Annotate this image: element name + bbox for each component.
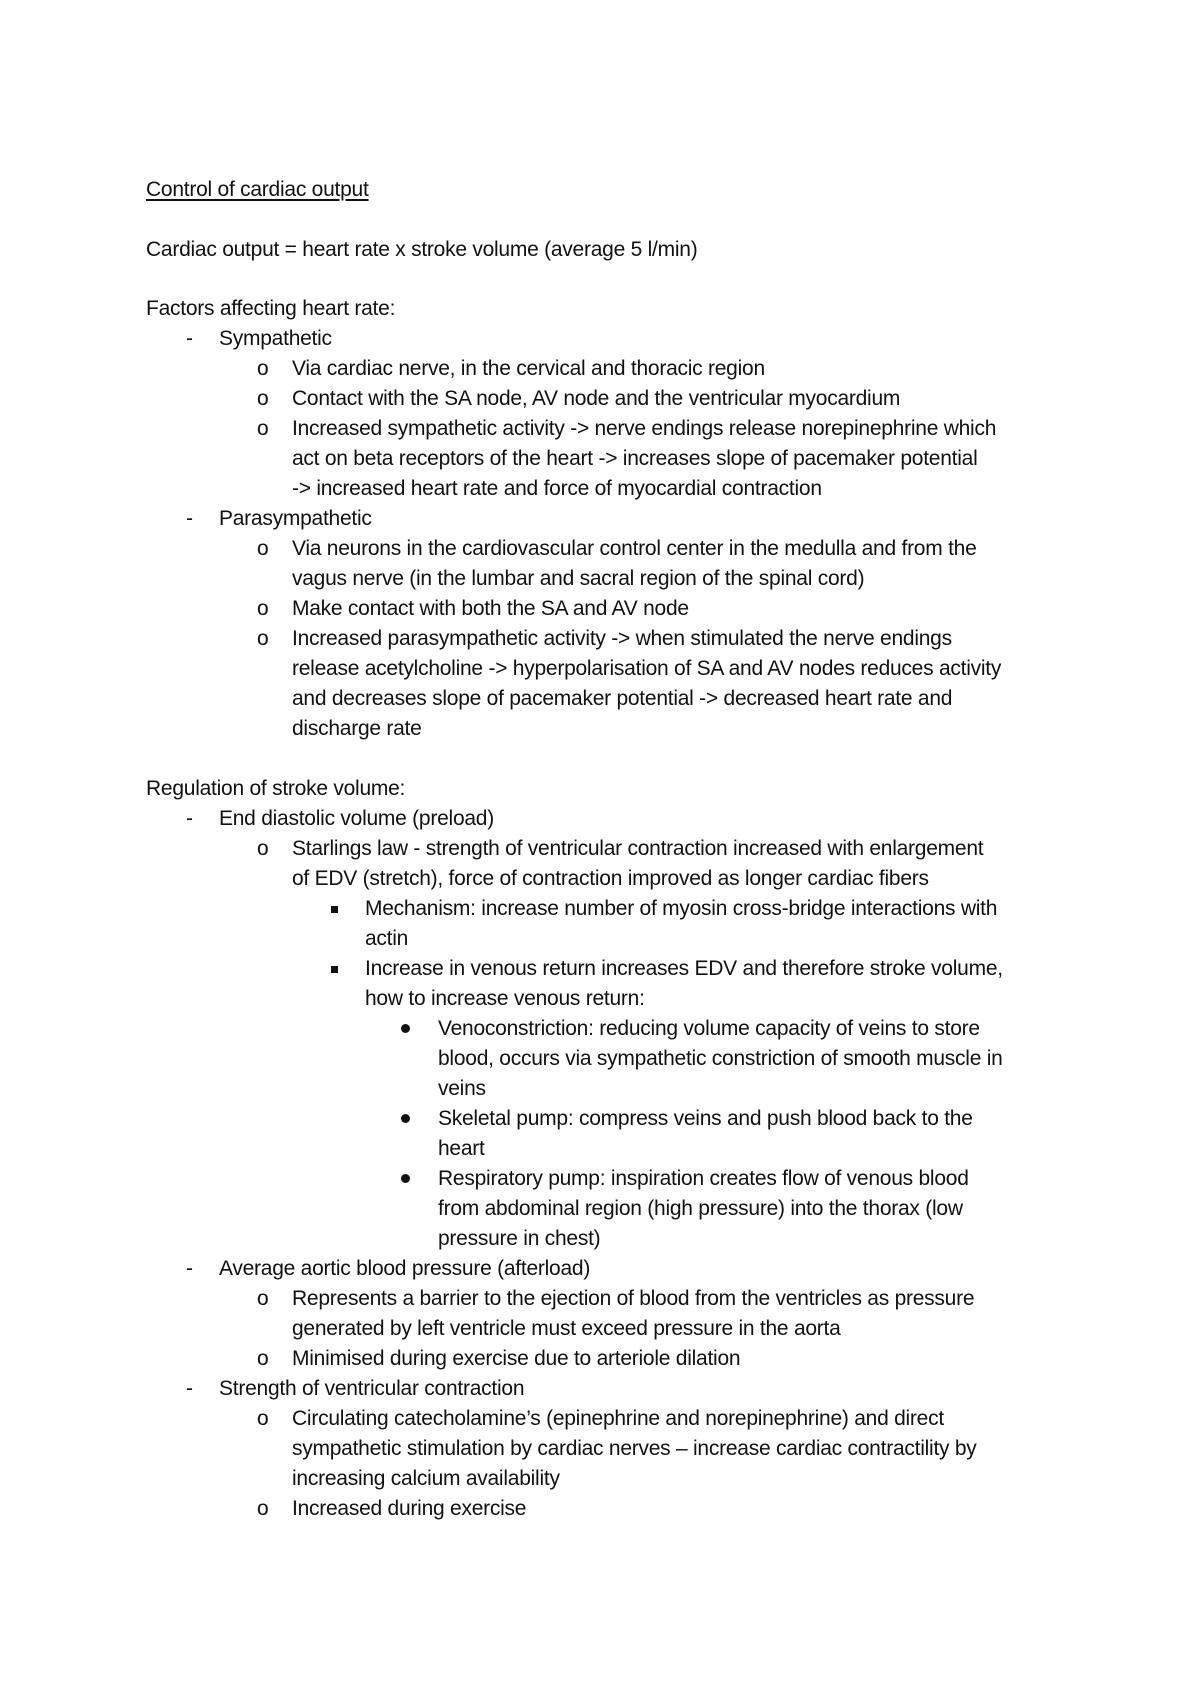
- venoconstriction-line-2: blood, occurs via sympathetic constriction of smooth muscle in: [438, 1047, 1003, 1070]
- parasympathetic-item-3-line-3: and decreases slope of pacemaker potential -> decreased heart rate and: [292, 687, 953, 710]
- circle-bullet: o: [257, 1347, 269, 1370]
- circle-bullet: o: [257, 1287, 269, 1310]
- circle-bullet: o: [257, 387, 269, 410]
- dash-bullet: -: [186, 807, 193, 830]
- parasympathetic-item-1-line-2: vagus nerve (in the lumbar and sacral region of the spinal cord): [292, 567, 865, 590]
- circle-bullet: o: [257, 627, 269, 650]
- dash-bullet: -: [186, 1257, 193, 1280]
- venoconstriction-line-1: Venoconstriction: reducing volume capacity of veins to store: [438, 1017, 980, 1040]
- mechanism-line-1: Mechanism: increase number of myosin cross-bridge interactions with: [365, 897, 998, 920]
- circle-bullet: o: [257, 1497, 269, 1520]
- parasympathetic-item-3-line-1: Increased parasympathetic activity -> when stimulated the nerve endings: [292, 627, 952, 650]
- mechanism-line-2: actin: [365, 927, 409, 950]
- contraction-item-1-line-1: Circulating catecholamine’s (epinephrine and norepinephrine) and direct: [292, 1407, 944, 1430]
- skeletal-pump-line-2: heart: [438, 1137, 485, 1160]
- parasympathetic-label: Parasympathetic: [219, 507, 372, 530]
- starling-line-2: of EDV (stretch), force of contraction improved as longer cardiac fibers: [292, 867, 929, 890]
- afterload-item-2: Minimised during exercise due to arteriole dilation: [292, 1347, 741, 1370]
- circle-bullet: o: [257, 837, 269, 860]
- round-bullet-icon: [401, 1114, 410, 1123]
- contraction-label: Strength of ventricular contraction: [219, 1377, 525, 1400]
- respiratory-pump-line-2: from abdominal region (high pressure) into the thorax (low: [438, 1197, 963, 1220]
- skeletal-pump-line-1: Skeletal pump: compress veins and push blood back to the: [438, 1107, 973, 1130]
- parasympathetic-item-3-line-2: release acetylcholine -> hyperpolarisation of SA and AV nodes reduces activity: [292, 657, 1002, 680]
- respiratory-pump-line-1: Respiratory pump: inspiration creates flow of venous blood: [438, 1167, 969, 1190]
- respiratory-pump-line-3: pressure in chest): [438, 1227, 601, 1250]
- cardiac-output-formula: Cardiac output = heart rate x stroke volume (average 5 l/min): [146, 238, 698, 261]
- circle-bullet: o: [257, 537, 269, 560]
- venous-return-line-2: how to increase venous return:: [365, 987, 645, 1010]
- starling-line-1: Starlings law - strength of ventricular contraction increased with enlargement: [292, 837, 984, 860]
- circle-bullet: o: [257, 417, 269, 440]
- stroke-volume-heading: Regulation of stroke volume:: [146, 777, 406, 800]
- parasympathetic-item-3-line-4: discharge rate: [292, 717, 422, 740]
- sympathetic-item-3-line-1: Increased sympathetic activity -> nerve endings release norepinephrine which: [292, 417, 997, 440]
- sympathetic-label: Sympathetic: [219, 327, 332, 350]
- sympathetic-item-2: Contact with the SA node, AV node and the ventricular myocardium: [292, 387, 901, 410]
- sympathetic-item-3-line-3: -> increased heart rate and force of myocardial contraction: [292, 477, 822, 500]
- edv-label: End diastolic volume (preload): [219, 807, 494, 830]
- afterload-label: Average aortic blood pressure (afterload): [219, 1257, 591, 1280]
- contraction-item-1-line-3: increasing calcium availability: [292, 1467, 560, 1490]
- venous-return-line-1: Increase in venous return increases EDV and therefore stroke volume,: [365, 957, 1003, 980]
- sympathetic-item-3-line-2: act on beta receptors of the heart -> increases slope of pacemaker potential: [292, 447, 978, 470]
- round-bullet-icon: [401, 1174, 410, 1183]
- dash-bullet: -: [186, 507, 193, 530]
- round-bullet-icon: [401, 1024, 410, 1033]
- circle-bullet: o: [257, 597, 269, 620]
- sympathetic-item-1: Via cardiac nerve, in the cervical and thoracic region: [292, 357, 765, 380]
- heart-rate-heading: Factors affecting heart rate:: [146, 297, 396, 320]
- dash-bullet: -: [186, 1377, 193, 1400]
- afterload-item-1-line-1: Represents a barrier to the ejection of blood from the ventricles as pressure: [292, 1287, 975, 1310]
- venoconstriction-line-3: veins: [438, 1077, 486, 1100]
- dash-bullet: -: [186, 327, 193, 350]
- parasympathetic-item-1-line-1: Via neurons in the cardiovascular control center in the medulla and from the: [292, 537, 977, 560]
- circle-bullet: o: [257, 1407, 269, 1430]
- document-title: Control of cardiac output: [146, 178, 369, 201]
- contraction-item-1-line-2: sympathetic stimulation by cardiac nerves – increase cardiac contractility by: [292, 1437, 977, 1460]
- circle-bullet: o: [257, 357, 269, 380]
- square-bullet-icon: [331, 966, 338, 973]
- parasympathetic-item-2: Make contact with both the SA and AV node: [292, 597, 689, 620]
- square-bullet-icon: [331, 906, 338, 913]
- afterload-item-1-line-2: generated by left ventricle must exceed pressure in the aorta: [292, 1317, 841, 1340]
- contraction-item-2: Increased during exercise: [292, 1497, 527, 1520]
